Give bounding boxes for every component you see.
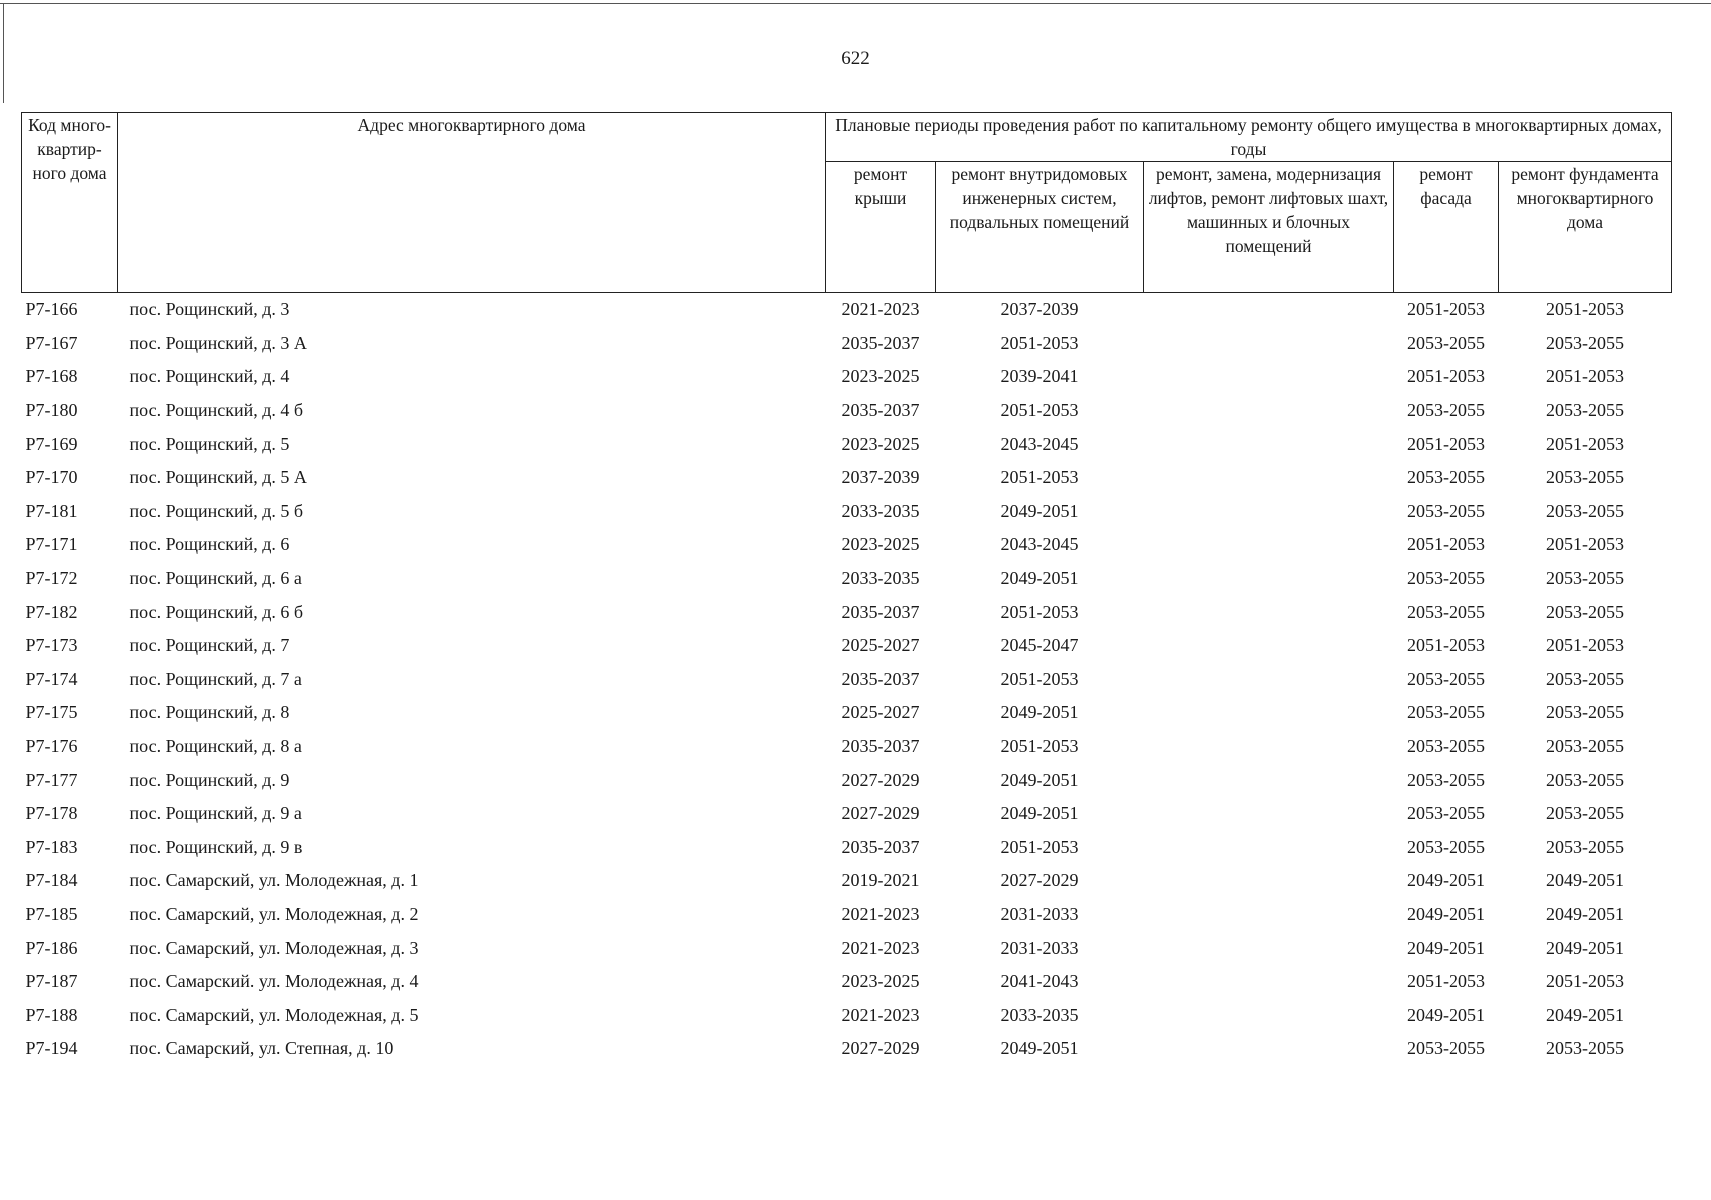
engineering-period-cell: 2037-2039 — [1000, 299, 1079, 320]
house-code-cell: Р7-181 — [25, 500, 78, 521]
address-cell: пос. Рощинский, д. 3 — [129, 299, 290, 320]
engineering-period-cell: 2043-2045 — [1000, 433, 1079, 454]
facade-period-cell: 2053-2055 — [1407, 400, 1485, 421]
header-periods-group: Плановые периоды проведения работ по капитальному ремонту общего имущества в многоквартирных домах, годы — [826, 113, 1672, 162]
lifts-period-cell — [1144, 327, 1394, 361]
roof-period-cell: 2035-2037 — [841, 668, 920, 689]
lifts-period-cell — [1144, 461, 1394, 495]
address-cell: пос. Самарский, ул. Молодежная, д. 5 — [129, 1004, 419, 1025]
foundation-period-cell: 2053-2055 — [1546, 400, 1624, 421]
lifts-period-cell — [1144, 293, 1394, 327]
address-cell: пос. Рощинский, д. 5 — [129, 433, 290, 454]
address-cell: пос. Рощинский, д. 9 а — [129, 803, 302, 824]
lifts-period-cell — [1144, 965, 1394, 999]
table-row — [22, 965, 1672, 999]
foundation-period-cell: 2049-2051 — [1546, 903, 1624, 924]
facade-period-cell: 2053-2055 — [1407, 601, 1485, 622]
foundation-period-cell: 2051-2053 — [1546, 971, 1624, 992]
roof-period-cell: 2035-2037 — [841, 836, 920, 857]
roof-period-cell: 2019-2021 — [841, 870, 920, 891]
house-code-cell: Р7-171 — [25, 534, 78, 555]
engineering-period-cell: 2033-2035 — [1000, 1004, 1079, 1025]
lifts-period-cell — [1144, 360, 1394, 394]
table-row — [22, 595, 1672, 629]
house-code-cell: Р7-184 — [25, 870, 78, 891]
lifts-period-cell — [1144, 394, 1394, 428]
engineering-period-cell: 2051-2053 — [1000, 668, 1079, 689]
table-row — [22, 629, 1672, 663]
table-row — [22, 394, 1672, 428]
table-row — [22, 427, 1672, 461]
table-row — [22, 562, 1672, 596]
house-code-cell: Р7-168 — [25, 366, 78, 387]
engineering-period-cell: 2051-2053 — [1000, 400, 1079, 421]
facade-period-cell: 2051-2053 — [1407, 433, 1485, 454]
foundation-period-cell: 2051-2053 — [1546, 534, 1624, 555]
facade-period-cell: 2051-2053 — [1407, 635, 1485, 656]
house-code-cell: Р7-177 — [25, 769, 78, 790]
lifts-period-cell — [1144, 730, 1394, 764]
engineering-period-cell: 2049-2051 — [1000, 568, 1079, 589]
roof-period-cell: 2023-2025 — [841, 534, 920, 555]
facade-period-cell: 2053-2055 — [1407, 736, 1485, 757]
table-row — [22, 528, 1672, 562]
foundation-period-cell: 2049-2051 — [1546, 937, 1624, 958]
table-row — [22, 864, 1672, 898]
engineering-period-cell: 2039-2041 — [1000, 366, 1079, 387]
address-cell: пос. Рощинский, д. 8 — [129, 702, 290, 723]
table-header — [22, 113, 1672, 293]
header-foundation: ремонт фундамента многоквартирного дома — [1499, 162, 1672, 293]
lifts-period-cell — [1144, 629, 1394, 663]
address-cell: пос. Рощинский, д. 6 — [129, 534, 290, 555]
engineering-period-cell: 2027-2029 — [1000, 870, 1079, 891]
foundation-period-cell: 2053-2055 — [1546, 1038, 1624, 1059]
header-facade: ремонт фасада — [1394, 162, 1499, 293]
foundation-period-cell: 2053-2055 — [1546, 332, 1624, 353]
facade-period-cell: 2053-2055 — [1407, 702, 1485, 723]
header-code: Код много-квартир-ного дома — [22, 113, 118, 293]
facade-period-cell: 2053-2055 — [1407, 467, 1485, 488]
foundation-period-cell: 2053-2055 — [1546, 803, 1624, 824]
header-address: Адрес многоквартирного дома — [118, 113, 826, 293]
roof-period-cell: 2025-2027 — [841, 635, 920, 656]
house-code-cell: Р7-175 — [25, 702, 78, 723]
foundation-period-cell: 2053-2055 — [1546, 736, 1624, 757]
lifts-period-cell — [1144, 1032, 1394, 1066]
table-row — [22, 730, 1672, 764]
engineering-period-cell: 2051-2053 — [1000, 836, 1079, 857]
roof-period-cell: 2025-2027 — [841, 702, 920, 723]
address-cell: пос. Рощинский, д. 3 А — [129, 332, 307, 353]
engineering-period-cell: 2049-2051 — [1000, 1038, 1079, 1059]
header-roof: ремонт крыши — [826, 162, 936, 293]
table-row — [22, 696, 1672, 730]
house-code-cell: Р7-174 — [25, 668, 78, 689]
facade-period-cell: 2051-2053 — [1407, 534, 1485, 555]
address-cell: пос. Рощинский, д. 6 б — [129, 601, 304, 622]
address-cell: пос. Самарский, ул. Молодежная, д. 3 — [129, 937, 419, 958]
house-code-cell: Р7-187 — [25, 971, 78, 992]
roof-period-cell: 2027-2029 — [841, 769, 920, 790]
roof-period-cell: 2023-2025 — [841, 366, 920, 387]
foundation-period-cell: 2053-2055 — [1546, 769, 1624, 790]
address-cell: пос. Рощинский, д. 9 — [129, 769, 290, 790]
foundation-period-cell: 2053-2055 — [1546, 668, 1624, 689]
table-row — [22, 831, 1672, 865]
roof-period-cell: 2035-2037 — [841, 332, 920, 353]
page-number: 622 — [841, 48, 870, 69]
table-row — [22, 293, 1672, 327]
address-cell: пос. Самарский. ул. Молодежная, д. 4 — [129, 971, 419, 992]
foundation-period-cell: 2053-2055 — [1546, 702, 1624, 723]
facade-period-cell: 2051-2053 — [1407, 971, 1485, 992]
roof-period-cell: 2035-2037 — [841, 400, 920, 421]
address-cell: пос. Рощинский, д. 9 в — [129, 836, 303, 857]
lifts-period-cell — [1144, 595, 1394, 629]
foundation-period-cell: 2053-2055 — [1546, 568, 1624, 589]
lifts-period-cell — [1144, 427, 1394, 461]
facade-period-cell: 2053-2055 — [1407, 836, 1485, 857]
repair-schedule-table — [21, 112, 1672, 1066]
house-code-cell: Р7-172 — [25, 568, 78, 589]
roof-period-cell: 2037-2039 — [841, 467, 920, 488]
lifts-period-cell — [1144, 663, 1394, 697]
house-code-cell: Р7-178 — [25, 803, 78, 824]
engineering-period-cell: 2043-2045 — [1000, 534, 1079, 555]
house-code-cell: Р7-180 — [25, 400, 78, 421]
address-cell: пос. Рощинский, д. 4 б — [129, 400, 304, 421]
engineering-period-cell: 2051-2053 — [1000, 601, 1079, 622]
lifts-period-cell — [1144, 763, 1394, 797]
engineering-period-cell: 2051-2053 — [1000, 736, 1079, 757]
roof-period-cell: 2027-2029 — [841, 1038, 920, 1059]
foundation-period-cell: 2049-2051 — [1546, 1004, 1624, 1025]
facade-period-cell: 2051-2053 — [1407, 366, 1485, 387]
house-code-cell: Р7-167 — [25, 332, 78, 353]
table-row — [22, 931, 1672, 965]
lifts-period-cell — [1144, 562, 1394, 596]
table-row — [22, 1032, 1672, 1066]
foundation-period-cell: 2053-2055 — [1546, 467, 1624, 488]
foundation-period-cell: 2049-2051 — [1546, 870, 1624, 891]
engineering-period-cell: 2049-2051 — [1000, 769, 1079, 790]
table-body — [22, 293, 1672, 1066]
table-row — [22, 327, 1672, 361]
engineering-period-cell: 2049-2051 — [1000, 500, 1079, 521]
engineering-period-cell: 2041-2043 — [1000, 971, 1079, 992]
header-lifts: ремонт, замена, модернизация лифтов, ремонт лифтовых шахт, машинных и блочных помещений — [1144, 162, 1394, 293]
foundation-period-cell: 2053-2055 — [1546, 836, 1624, 857]
roof-period-cell: 2023-2025 — [841, 971, 920, 992]
lifts-period-cell — [1144, 528, 1394, 562]
address-cell: пос. Самарский, ул. Молодежная, д. 1 — [129, 870, 419, 891]
table-row — [22, 763, 1672, 797]
engineering-period-cell: 2045-2047 — [1000, 635, 1079, 656]
facade-period-cell: 2049-2051 — [1407, 870, 1485, 891]
engineering-period-cell: 2049-2051 — [1000, 803, 1079, 824]
scan-edge-top — [0, 3, 1711, 4]
table-row — [22, 898, 1672, 932]
house-code-cell: Р7-188 — [25, 1004, 78, 1025]
table-row — [22, 663, 1672, 697]
house-code-cell: Р7-183 — [25, 836, 78, 857]
address-cell: пос. Рощинский, д. 4 — [129, 366, 290, 387]
engineering-period-cell: 2031-2033 — [1000, 937, 1079, 958]
table-row — [22, 360, 1672, 394]
facade-period-cell: 2053-2055 — [1407, 1038, 1485, 1059]
address-cell: пос. Самарский, ул. Степная, д. 10 — [129, 1038, 394, 1059]
roof-period-cell: 2021-2023 — [841, 903, 920, 924]
lifts-period-cell — [1144, 864, 1394, 898]
facade-period-cell: 2053-2055 — [1407, 500, 1485, 521]
roof-period-cell: 2021-2023 — [841, 299, 920, 320]
address-cell: пос. Рощинский, д. 5 А — [129, 467, 307, 488]
address-cell: пос. Рощинский, д. 6 а — [129, 568, 302, 589]
engineering-period-cell: 2049-2051 — [1000, 702, 1079, 723]
roof-period-cell: 2035-2037 — [841, 601, 920, 622]
facade-period-cell: 2049-2051 — [1407, 1004, 1485, 1025]
roof-period-cell: 2035-2037 — [841, 736, 920, 757]
table-row — [22, 797, 1672, 831]
facade-period-cell: 2053-2055 — [1407, 769, 1485, 790]
facade-period-cell: 2053-2055 — [1407, 332, 1485, 353]
facade-period-cell: 2049-2051 — [1407, 937, 1485, 958]
roof-period-cell: 2027-2029 — [841, 803, 920, 824]
house-code-cell: Р7-186 — [25, 937, 78, 958]
facade-period-cell: 2053-2055 — [1407, 668, 1485, 689]
lifts-period-cell — [1144, 998, 1394, 1032]
foundation-period-cell: 2053-2055 — [1546, 601, 1624, 622]
foundation-period-cell: 2053-2055 — [1546, 500, 1624, 521]
house-code-cell: Р7-182 — [25, 601, 78, 622]
house-code-cell: Р7-166 — [25, 299, 78, 320]
address-cell: пос. Рощинский, д. 5 б — [129, 500, 304, 521]
table-row — [22, 495, 1672, 529]
house-code-cell: Р7-176 — [25, 736, 78, 757]
facade-period-cell: 2053-2055 — [1407, 568, 1485, 589]
foundation-period-cell: 2051-2053 — [1546, 366, 1624, 387]
header-engineering: ремонт внутридомовых инженерных систем, подвальных помещений — [936, 162, 1144, 293]
address-cell: пос. Рощинский, д. 7 — [129, 635, 290, 656]
foundation-period-cell: 2051-2053 — [1546, 299, 1624, 320]
roof-period-cell: 2021-2023 — [841, 937, 920, 958]
lifts-period-cell — [1144, 831, 1394, 865]
facade-period-cell: 2053-2055 — [1407, 803, 1485, 824]
lifts-period-cell — [1144, 495, 1394, 529]
engineering-period-cell: 2051-2053 — [1000, 467, 1079, 488]
lifts-period-cell — [1144, 931, 1394, 965]
roof-period-cell: 2033-2035 — [841, 500, 920, 521]
engineering-period-cell: 2051-2053 — [1000, 332, 1079, 353]
table-row — [22, 461, 1672, 495]
table-row — [22, 998, 1672, 1032]
house-code-cell: Р7-169 — [25, 433, 78, 454]
roof-period-cell: 2023-2025 — [841, 433, 920, 454]
address-cell: пос. Рощинский, д. 7 а — [129, 668, 302, 689]
house-code-cell: Р7-170 — [25, 467, 78, 488]
address-cell: пос. Рощинский, д. 8 а — [129, 736, 302, 757]
house-code-cell: Р7-173 — [25, 635, 78, 656]
roof-period-cell: 2033-2035 — [841, 568, 920, 589]
engineering-period-cell: 2031-2033 — [1000, 903, 1079, 924]
lifts-period-cell — [1144, 696, 1394, 730]
house-code-cell: Р7-185 — [25, 903, 78, 924]
lifts-period-cell — [1144, 797, 1394, 831]
address-cell: пос. Самарский, ул. Молодежная, д. 2 — [129, 903, 419, 924]
facade-period-cell: 2051-2053 — [1407, 299, 1485, 320]
house-code-cell: Р7-194 — [25, 1038, 78, 1059]
foundation-period-cell: 2051-2053 — [1546, 635, 1624, 656]
facade-period-cell: 2049-2051 — [1407, 903, 1485, 924]
lifts-period-cell — [1144, 898, 1394, 932]
roof-period-cell: 2021-2023 — [841, 1004, 920, 1025]
foundation-period-cell: 2051-2053 — [1546, 433, 1624, 454]
